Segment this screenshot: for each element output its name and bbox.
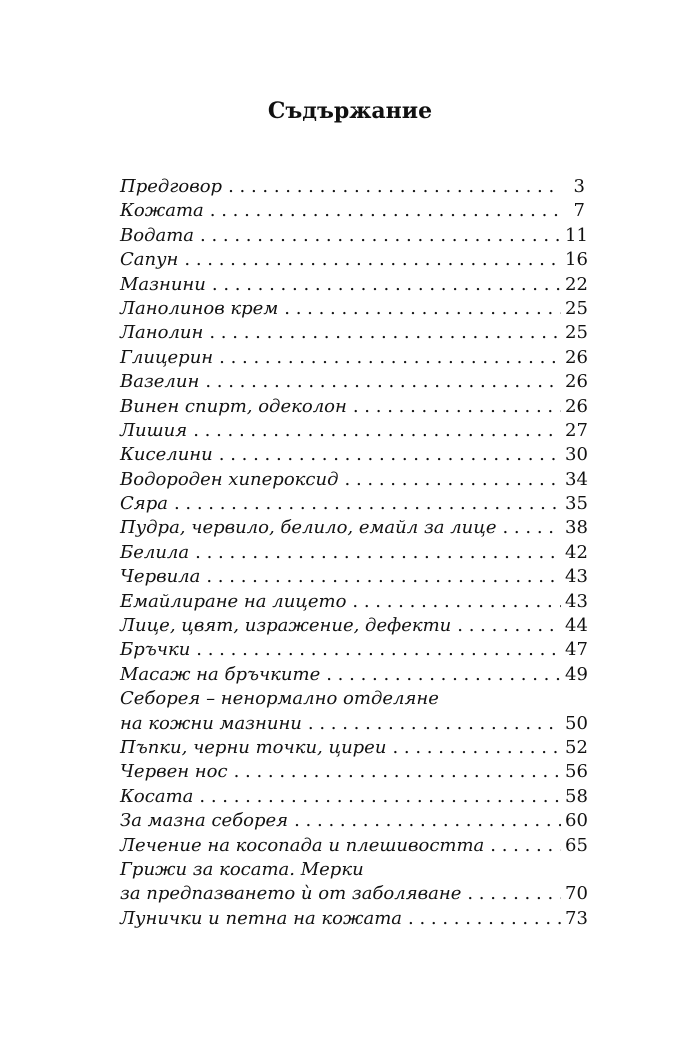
toc-page-number: 25: [565, 297, 588, 319]
toc-entry-row: [120, 712, 588, 736]
toc-leader-dots: [467, 882, 561, 906]
toc-entry-label: Лечение на косопада и плешивостта: [120, 834, 485, 856]
toc-page-number: 30: [565, 444, 588, 466]
toc-leader-dots: [457, 614, 561, 638]
toc-entry-label: Ланолин: [120, 322, 204, 344]
toc-entry: [120, 346, 588, 370]
toc-entry-label: Пъпки, черни точки, циреи: [120, 737, 387, 759]
toc-entry-label: Пудра, червило, белило, емайл за лице: [120, 517, 497, 539]
toc-leader-dots: [193, 419, 561, 443]
toc-page-number: 52: [565, 737, 588, 759]
toc-entry: [120, 638, 588, 662]
toc-entry-label: Червен нос: [120, 761, 228, 783]
toc-entry: [120, 224, 588, 248]
toc-leader-dots: [212, 273, 561, 297]
toc-entry-label: Лунички и петна на кожата: [120, 907, 402, 929]
toc-entry-label-line1: Грижи за косата. Мерки: [120, 858, 364, 880]
toc-entry-label: на кожни мазнини: [120, 712, 302, 734]
toc-entry-row: [120, 882, 588, 906]
toc-leader-dots: [199, 785, 561, 809]
toc-entry-label: Бръчки: [120, 639, 191, 661]
toc-leader-dots: [234, 760, 561, 784]
toc-entry-label: Винен спирт, одеколон: [120, 395, 347, 417]
toc-entry-label: Вазелин: [120, 371, 200, 393]
toc-page-number: 43: [565, 566, 588, 588]
toc-leader-dots: [490, 834, 561, 858]
toc-page-number: 70: [565, 883, 588, 905]
toc-leader-dots: [408, 907, 561, 931]
toc-entry: [120, 248, 588, 272]
toc-leader-dots: [294, 809, 561, 833]
toc-leader-dots: [228, 175, 561, 199]
toc-entry: [120, 809, 588, 833]
toc-entry-label: Мазнини: [120, 273, 206, 295]
toc-leader-dots: [392, 736, 561, 760]
toc-page-number: 47: [565, 639, 588, 661]
toc-page-number: 16: [565, 249, 588, 271]
toc-entry-label: Косата: [120, 785, 194, 807]
toc-entry: [120, 785, 588, 809]
toc-leader-dots: [196, 638, 561, 662]
toc-leader-dots: [326, 663, 561, 687]
toc-page-number: 38: [565, 517, 588, 539]
toc-entry: [120, 443, 588, 467]
toc-page-number: 34: [565, 468, 588, 490]
table-of-contents: [120, 175, 588, 931]
toc-entry-label: Червила: [120, 566, 201, 588]
toc-entry-label: Водата: [120, 224, 195, 246]
toc-page-number: 26: [565, 346, 588, 368]
toc-leader-dots: [219, 443, 561, 467]
toc-entry: [120, 297, 588, 321]
toc-page-number: 27: [565, 419, 588, 441]
toc-entry: [120, 614, 588, 638]
toc-page-number: 44: [565, 615, 588, 637]
toc-entry: [120, 370, 588, 394]
toc-leader-dots: [206, 565, 561, 589]
toc-entry: [120, 175, 585, 199]
toc-entry-label: Сапун: [120, 249, 179, 271]
toc-entry-label: Водороден хипероксид: [120, 468, 339, 490]
toc-page-number: 35: [565, 493, 588, 515]
toc-page-number: 65: [565, 834, 588, 856]
toc-leader-dots: [284, 297, 561, 321]
toc-leader-dots: [219, 346, 561, 370]
toc-leader-dots: [353, 395, 561, 419]
toc-page-number: 42: [565, 541, 588, 563]
toc-entry-label: Предговор: [120, 176, 223, 197]
toc-entry-label: Ланолинов крем: [120, 297, 279, 319]
toc-leader-dots: [345, 468, 562, 492]
toc-entry: [120, 834, 588, 858]
toc-entry: [120, 663, 588, 687]
toc-entry: [120, 321, 588, 345]
toc-entry-label: Кожата: [120, 200, 204, 222]
toc-entry-label: Лице, цвят, изражение, дефекти: [120, 615, 452, 637]
toc-page-number: 7: [573, 200, 585, 222]
toc-entry-label: Сяра: [120, 493, 168, 515]
toc-entry: [120, 858, 588, 907]
toc-entry: [120, 419, 588, 443]
toc-leader-dots: [205, 370, 561, 394]
toc-leader-dots: [352, 590, 561, 614]
toc-leader-dots: [209, 321, 561, 345]
toc-page-number: 56: [565, 761, 588, 783]
toc-entry: [120, 590, 588, 614]
toc-page-number: 11: [565, 224, 588, 246]
toc-entry-label-line1: Себорея – ненормално отделяне: [120, 688, 439, 710]
toc-entry-label: Лишия: [120, 419, 188, 441]
toc-entry: [120, 760, 588, 784]
toc-page-number: 26: [565, 395, 588, 417]
toc-page-number: 73: [565, 907, 588, 929]
toc-leader-dots: [210, 199, 561, 223]
toc-entry-label: Киселини: [120, 444, 213, 466]
toc-page-number: 26: [565, 371, 588, 393]
toc-entry-label: Глицерин: [120, 346, 214, 368]
toc-entry: [120, 395, 588, 419]
toc-page-number: 60: [565, 810, 588, 832]
toc-entry: [120, 492, 588, 516]
toc-leader-dots: [174, 492, 561, 516]
toc-entry-label: Белила: [120, 541, 190, 563]
toc-entry: [120, 736, 588, 760]
toc-entry: [120, 541, 588, 565]
toc-entry-label: за предпазването ѝ от заболяване: [120, 883, 462, 905]
toc-page-number: 58: [565, 785, 588, 807]
toc-entry: [120, 199, 585, 223]
toc-leader-dots: [184, 248, 561, 272]
toc-page-number: 22: [565, 273, 588, 295]
toc-entry-label: За мазна себорея: [120, 810, 289, 832]
toc-entry-label: Масаж на бръчките: [120, 663, 321, 685]
toc-entry: [120, 687, 588, 736]
toc-page-number: 25: [565, 322, 588, 344]
toc-page-number: 49: [565, 663, 588, 685]
toc-leader-dots: [195, 541, 561, 565]
toc-entry-label: Емайлиране на лицето: [120, 590, 347, 612]
toc-entry: [120, 565, 588, 589]
page-title: Съдържание: [267, 98, 433, 124]
toc-leader-dots: [200, 224, 561, 248]
toc-entry: [120, 516, 588, 540]
toc-leader-dots: [502, 516, 561, 540]
toc-entry: [120, 907, 588, 931]
toc-page-number: 43: [565, 590, 588, 612]
toc-leader-dots: [308, 712, 561, 736]
toc-page-number: 50: [565, 712, 588, 734]
toc-page-number: 3: [573, 176, 585, 197]
toc-entry: [120, 273, 588, 297]
toc-entry: [120, 468, 588, 492]
